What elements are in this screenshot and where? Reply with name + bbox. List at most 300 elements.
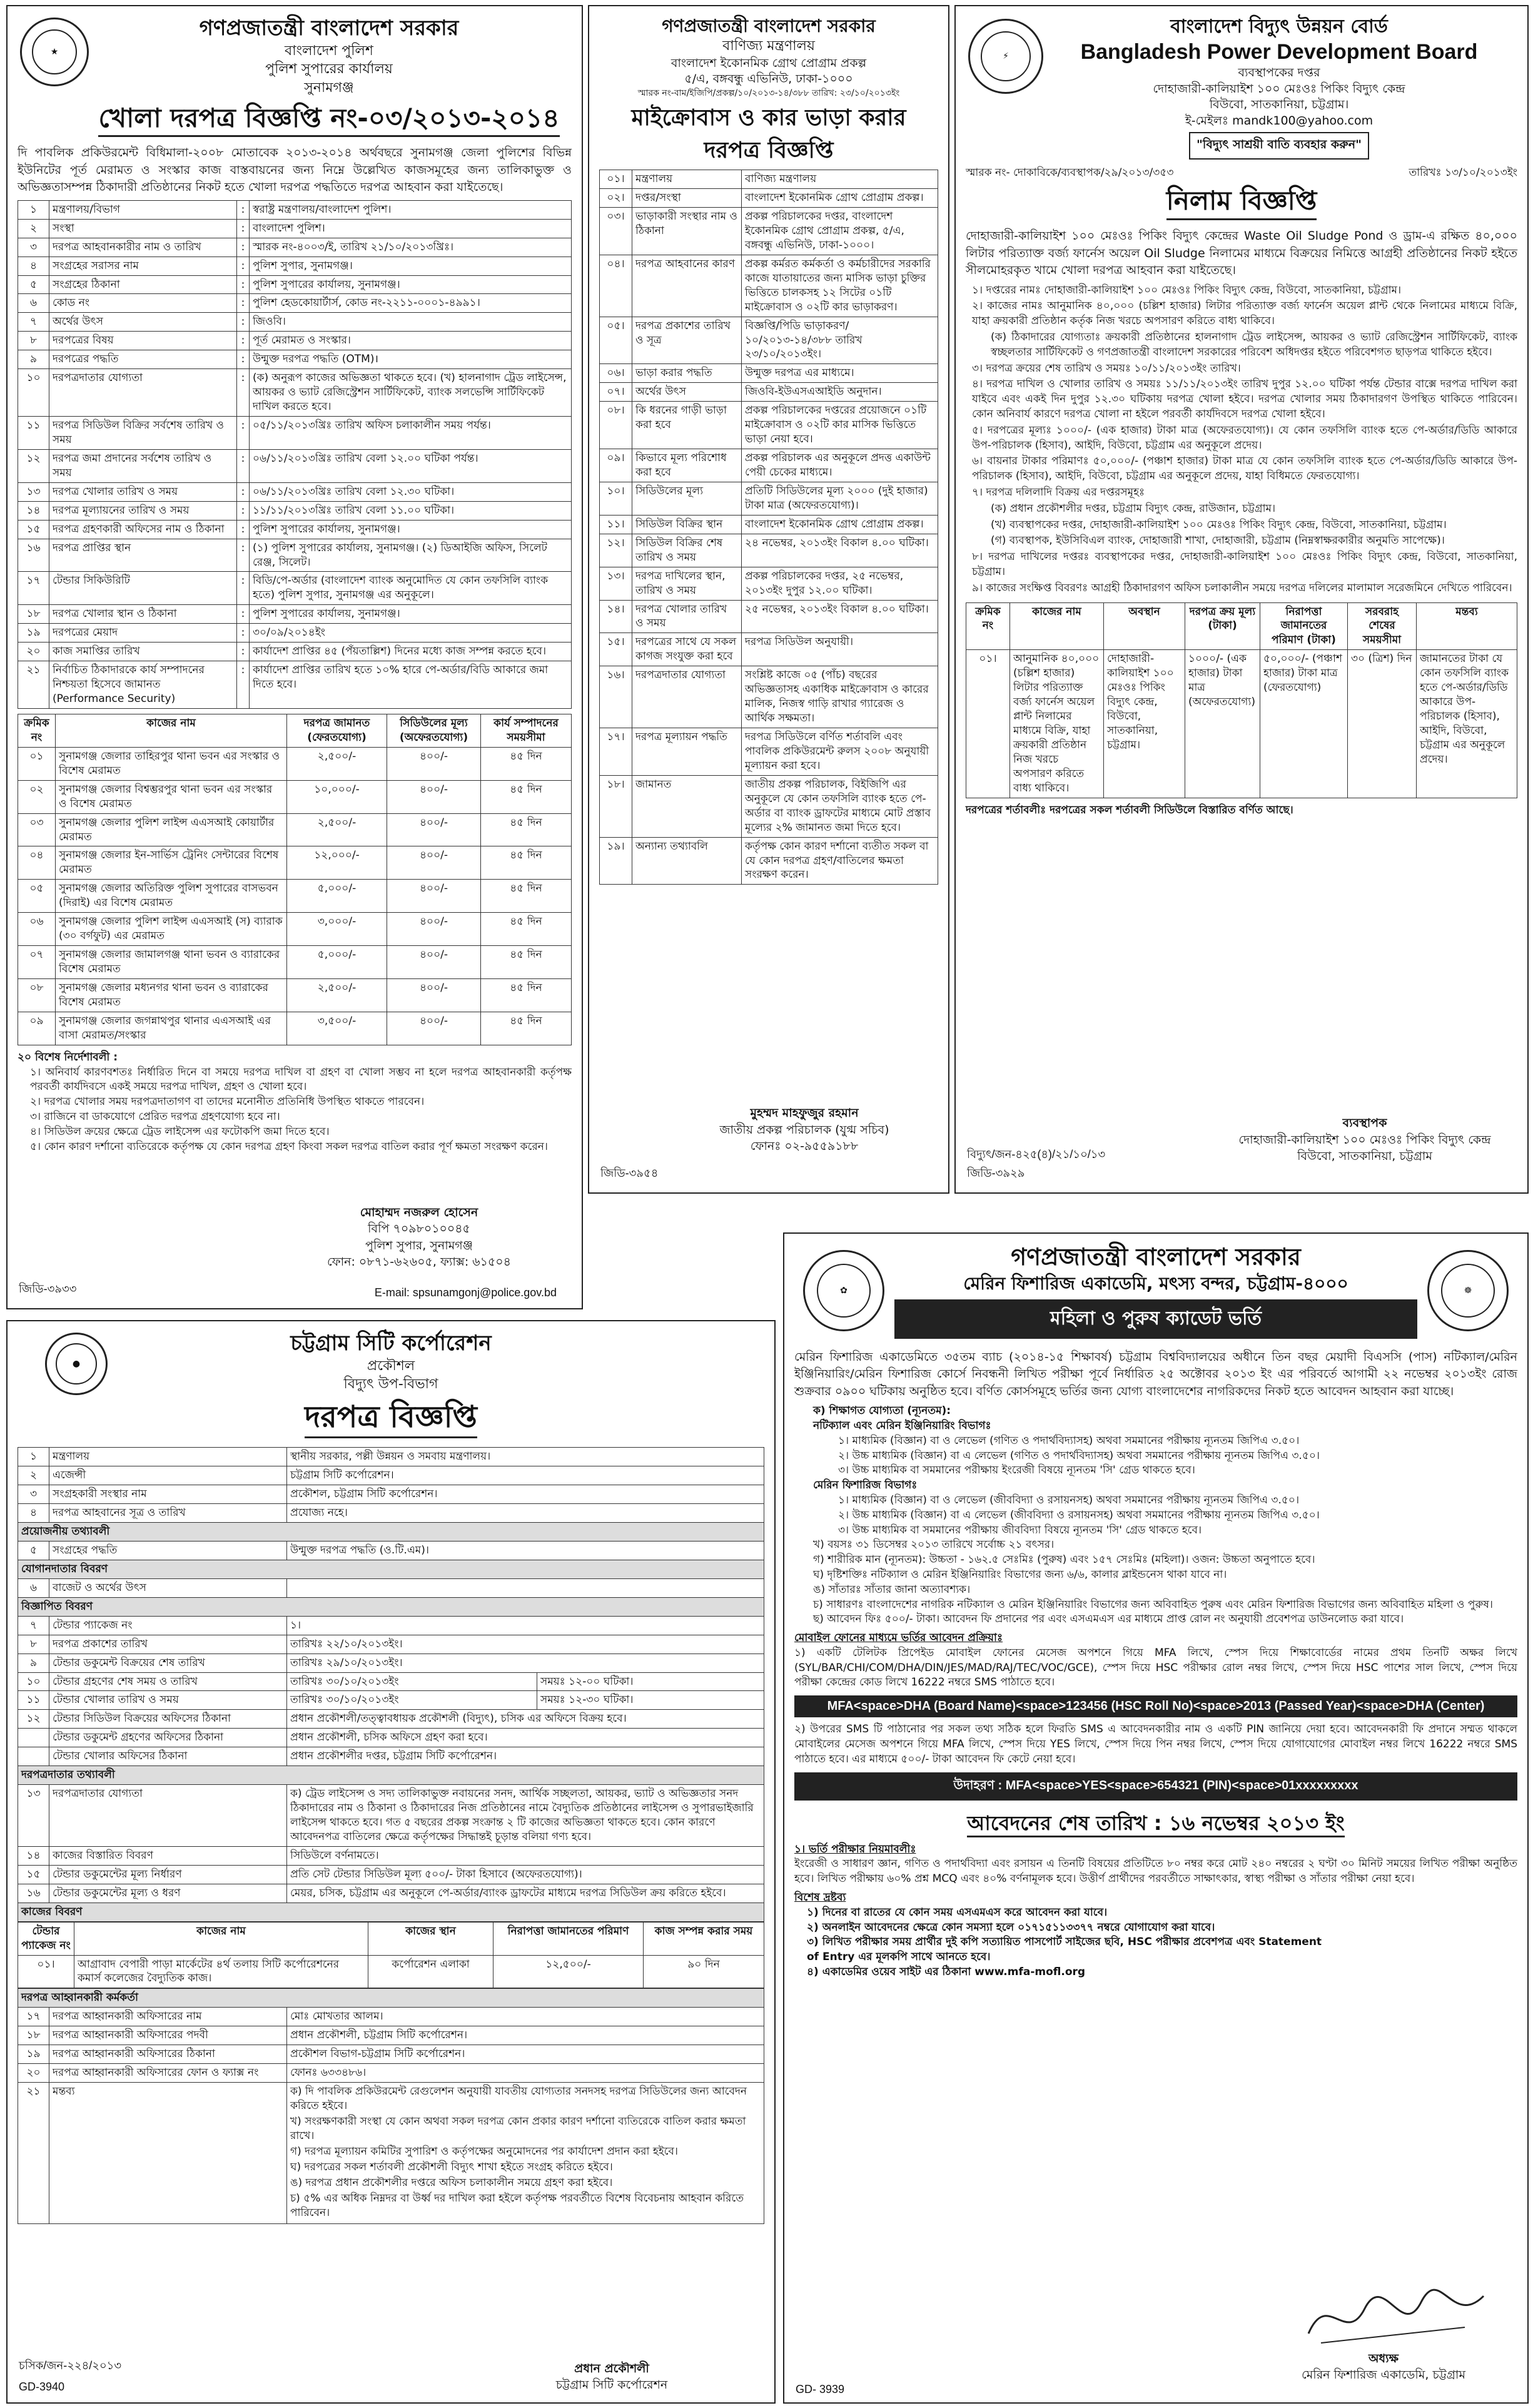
table-cell: সুনামগঞ্জ জেলার বিশ্বম্ভরপুর থানা ভবন এর সংস্কার ও বিশেষ মেরামত [56, 780, 287, 813]
table-cell: ১ [18, 1448, 49, 1466]
table-cell: ০৩ [18, 813, 56, 846]
ad5-signature-scribble [1302, 2284, 1490, 2352]
table-cell: তারিখঃ ৩০/১০/২০১৩ইং [287, 1672, 537, 1691]
table-cell: ৪০০/- [387, 780, 481, 813]
table-cell: মোঃ মোখতার আলম। [287, 2008, 764, 2026]
table-cell: প্রধান প্রকৌশলীর দপ্তর, চট্টগ্রাম সিটি কর্পোরেশন। [287, 1747, 764, 1766]
ad3-ref: স্মারক নং- দোকাবিকে/ব্যবস্থাপক/২৯/২০১৩/৩৫৩ [966, 166, 1174, 179]
table-row [600, 170, 938, 189]
ad3-email: ই-মেইলঃ mandk100@yahoo.com [1185, 113, 1374, 128]
table-cell: প্রধান প্রকৌশলী/তত্ত্বাবধায়ক প্রকৌশলী (বিদ্যুৎ), চসিক এর অফিসে বিক্রয় হবে। [287, 1710, 764, 1729]
table-cell: দরপত্র সিডিউল বিক্রির সর্বশেষ তারিখ ও সময় [49, 417, 237, 450]
table-cell: অন্যান্য তথ্যাবলি [632, 837, 742, 885]
list-item: গ) শারীরিক মান (ন্যূনতম): উচ্চতা - ১৬২.৫ সেঃমিঃ (পুরুষ) এবং ১৫৭ সেঃমিঃ (মহিলা)। ওজন: উচ্চতা অনুপাতে হবে। [813, 1553, 1315, 1567]
table-row [18, 219, 572, 238]
table-cell: ১৭। [600, 728, 632, 776]
list-item: ১। মাধ্যমিক (বিজ্ঞান) বা ও লেভেল (গণিত ও পদার্থবিদ্যাসহ) অথবা সমমানের পরীক্ষায় ন্যূনতম জিপিএ ৩.৫০। [838, 1434, 1300, 1447]
table-row [18, 880, 572, 913]
table-cell: ৪ [18, 1504, 49, 1523]
remark-item: ঘ) দরপত্রের সকল শর্তাবলী প্রকৌশলী বিদ্যুৎ শাখা হইতে সংগ্রহ করিতে হইবে। [290, 2160, 613, 2173]
table-cell: জিওবি। [250, 313, 572, 332]
ad3-gd: জিডি-৩৯২৯ [967, 1167, 1025, 1179]
table-cell: অর্থের উৎস [49, 313, 237, 332]
ad5-sections [794, 1404, 1517, 1627]
table-cell: ১১। [600, 515, 632, 534]
table-cell: প্রকল্প পরিচালকের দপ্তর, ২৫ নভেম্বর, ২০১৩ইং দুপুর ১২.০০ ঘটিকা। [742, 567, 938, 600]
table-cell: টেন্ডার ডকুমেন্ট বিক্রয়ের শেষ তারিখ [49, 1654, 287, 1672]
table-row [18, 2026, 764, 2045]
table-cell: আনুমানিক ৪০,০০০ (চল্লিশ হাজার) লিটার পরিত্যাক্ত বর্জ্য ফার্নেস অয়েল প্লান্ট নিলামের মাধ্যমে বিক্রি, যাহা ক্রয়কারী প্রতিষ্ঠান নিজ খরচে অপসারণ করিতে বাধ্য থাকিবে। [1010, 650, 1104, 798]
table-cell: দরপত্র আহবানকারীর নাম ও তারিখ [49, 238, 237, 257]
table-cell: : [237, 520, 250, 539]
column-header: কাজ সম্পন্ন করার সময় [644, 1922, 764, 1955]
table-row [600, 534, 938, 567]
ad1-intro: দি পাবলিক প্রকিউরমেন্ট বিধিমালা-২০০৮ মোতাবেক ২০১৩-২০১৪ অর্থবছরে সুনামগঞ্জ জেলা পুলিশের বিভিন্ন ইউনিটের পূর্ত মেরামত ও সংস্কার কাজ বাস্তবায়নের জন্য নিম্নে উল্লেখিত কাজসমূহের জন্য তালিকাভুক্ত ও অভিজ্ঞতাসম্পন্ন ঠিকাদারী প্রতিষ্ঠানের নিকট হতে খোলা দরপত্র পদ্ধতিতে দরপত্র আহবান করা যাইতেছে। [18, 146, 572, 195]
table-row [18, 2064, 764, 2083]
note-item: ২। দরপত্র খোলার সময় দরপত্রদাতাগণ বা তাদের মনোনীত প্রতিনিধি উপস্থিত থাকতে পারবেন। [30, 1095, 425, 1109]
section-header: কাজের বিবরণ [18, 1903, 764, 1921]
table-cell: ১৯ [18, 2045, 49, 2064]
table-cell: কার্যাদেশ প্রাপ্তির তারিখ হতে ১০% হারে পে-অর্ডার/বিডি আকারে জমা দিতে হবে। [250, 661, 572, 709]
table-cell: দরপত্র আহবানের কারণ [632, 255, 742, 317]
table-cell: ০৯ [18, 1012, 56, 1045]
ad1-sub1: বাংলাদেশ পুলিশ [285, 43, 373, 59]
table-cell: ৩০ (ত্রিশ) দিন [1348, 650, 1417, 798]
table-cell: প্রধান প্রকৌশলী, চসিক অফিসে গ্রহণ করা হবে। [287, 1729, 764, 1747]
table-row [600, 208, 938, 255]
table-cell: উন্মুক্ত দরপত্র পদ্ধতি (ও.টি.এম)। [287, 1541, 764, 1560]
table-cell: ১১ [18, 417, 49, 450]
ad5-deadline: আবেদনের শেষ তারিখ : ১৬ নভেম্বর ২০১৩ ইং [967, 1811, 1344, 1837]
table-cell: প্রযোজ্য নহে। [287, 1504, 764, 1523]
ad5-intro: মেরিন ফিশারিজ একাডেমিতে ৩৫তম ব্যাচ (২০১৪-১৫ শিক্ষাবর্ষ) চট্টগ্রাম বিশ্ববিদ্যালয়ের অধীনে তিন বছর মেয়াদী বিএসসি (পাস) নটিক্যাল/মেরিন ইঞ্জিনিয়ারিং/মেরিন ফিশারিজ কোর্সে নিবন্ধনী লিখিত পরীক্ষা পূর্বে নির্ধারিত ২৫ অক্টোবর ২০১৩ ইং এর পরিবর্তে আগামী ২২ নভেম্বর ২০১৩ইং রোজ শুক্রবার ০৯০০ ঘটিকায় অনুষ্ঠিত হবে। বর্ণিত কোর্সসমূহে ভর্তির জন্য যোগ্য বাংলাদেশের নাগরিকদের নিকট হতে আবেদন আহবান করা যাচ্ছে। [794, 1349, 1517, 1398]
ad-commerce-ministry [588, 5, 949, 1194]
table-cell: ৫,০০০/- [287, 946, 387, 979]
ad1-gd: জিডি-৩৯৩৩ [19, 1283, 77, 1295]
table-cell: পূর্ত মেরামত ও সংস্কার। [250, 332, 572, 350]
ad3-org-bn: বাংলাদেশ বিদ্যুৎ উন্নয়ন বোর্ড [1170, 16, 1388, 38]
table-cell: সুনামগঞ্জ জেলার পুলিশ লাইন্স এএসআই কোয়ার্টার মেরামত [56, 813, 287, 846]
table-row [600, 482, 938, 515]
section-row [18, 1903, 764, 1921]
table-cell: ৩,৫০০/- [287, 1012, 387, 1045]
table-cell: দরপত্র মূল্যায়নের তারিখ ও সময় [49, 501, 237, 520]
table-row [18, 1578, 764, 1597]
table-cell: টেন্ডার সিডিউল বিক্রয়ের অফিসের ঠিকানা [49, 1710, 287, 1729]
list-item: (খ) ব্যবস্থাপকের দপ্তর, দোহাজারী-কালিয়াইশ ১০০ মেঃওঃ পিকিং বিদ্যুৎ কেন্দ্র, বিউবো, সাতকানিয়া, চট্টগ্রাম। [991, 518, 1447, 531]
ad5-exam-title: ১। ভর্তি পরীক্ষার নিয়মাবলীঃ [794, 1842, 916, 1856]
table-cell: ৮ [18, 332, 49, 350]
ad5-sms-example-2 [794, 1772, 1517, 1801]
table-row [18, 2083, 764, 2223]
ad3-ref2: বিদ্যুৎ/জন-৪২৫(৪)/২১/১০/১৩ [967, 1148, 1106, 1161]
table-cell: দরপত্র আহ্বানকারী অফিসারের ঠিকানা [49, 2045, 287, 2064]
table-cell: : [237, 572, 250, 605]
ad1-sig-phone: ফোন: ০৮৭১-৬২৬০৫, ফ্যাক্স: ৬১৫০৪ [327, 1255, 511, 1269]
ad2-sub2: বাংলাদেশ ইকোনমিক গ্রোথ প্রোগ্রাম প্রকল্প [670, 56, 867, 70]
ad-marine-fisheries-academy [783, 1232, 1529, 2404]
table-cell: ১২। [600, 534, 632, 567]
ad1-notes-title: ২০ বিশেষ নির্দেশাবলী : [18, 1050, 118, 1064]
table-cell: ১৮। [600, 775, 632, 837]
table-row [600, 364, 938, 383]
table-cell: উন্মুক্ত দরপত্র এর মাধ্যমে। [742, 364, 938, 383]
ad4-table [18, 1447, 764, 1921]
table-row [600, 189, 938, 208]
table-row [18, 780, 572, 813]
table-cell: ০৮। [600, 402, 632, 449]
table-cell: : [237, 257, 250, 275]
table-cell: সংগ্রহকারী সংস্থার নাম [49, 1485, 287, 1504]
ad4-table-2 [18, 1988, 764, 2223]
ad4-sub2: বিদ্যুৎ উপ-বিভাগ [343, 1376, 438, 1393]
table-cell: ১২,০০০/- [287, 846, 387, 880]
table-cell: মন্ত্রণালয় [49, 1448, 287, 1466]
table-cell: প্রকল্প কর্মরত কর্মকর্তা ও কর্মচারীদের সরকারি কাজে যাতায়াতের জন্য মাসিক ভাড়া চুক্তির ভিত্তিতে চালকসহ ১২ সিটের ০১টি মাইক্রোবাস ও ০২টি কার ভাড়াকরণ। [742, 255, 938, 317]
table-cell: ১২ [18, 1710, 49, 1729]
table-cell: ০৪। [600, 255, 632, 317]
table-row [18, 1012, 572, 1045]
ad3-slogan: "বিদ্যুৎ সাশ্রয়ী বাতি ব্যবহার করুন" [1189, 132, 1369, 160]
table-cell: সুনামগঞ্জ জেলার মধ্যনগর থানা ভবন ও ব্যারাকের বিশেষ মেরামত [56, 978, 287, 1012]
table-cell: নির্বাচিত ঠিকাদারকে কার্য সম্পাদনের নিশ্চয়তা হিসেবে জামানত (Performance Security) [49, 661, 237, 709]
table-cell: বাংলাদেশ ইকোনমিক গ্রোথ প্রোগ্রাম প্রকল্প। [742, 515, 938, 534]
table-cell: কর্তৃপক্ষ কোন কারণ দর্শানো ব্যতীত সকল বা যে কোন দরপত্র গ্রহণ/বাতিলের ক্ষমতা সংরক্ষণ করেন। [742, 837, 938, 885]
table-cell: ৪৫ দিন [481, 747, 572, 780]
table-cell: কর্পোরেশন এলাকা [368, 1955, 493, 1988]
table-cell: ১০০০/- (এক হাজার) টাকা মাত্র (অফেরতযোগ্য) [1185, 650, 1260, 798]
table-cell: কাজের বিস্তারিত বিবরণ [49, 1846, 287, 1865]
table-cell: সংগ্রহের সরাসর নাম [49, 257, 237, 275]
ad5-gd: GD- 3939 [796, 2383, 845, 2395]
table-cell: দরপত্র আহ্বানকারী অফিসারের পদবী [49, 2026, 287, 2045]
table-cell: ২,৫০০/- [287, 978, 387, 1012]
table-row [600, 449, 938, 482]
list-item: ৮। দরপত্র দাখিলের দপ্তরঃ ব্যবস্থাপকের দপ্তর, দোহাজারী-কালিয়াইশ ১০০ মেঃওঃ পিকিং বিদ্যুৎ কেন্দ্র, বিউবো, সাতকানিয়া, চট্টগ্রাম। [972, 551, 1517, 578]
table-cell: দরপত্রের পদ্ধতি [49, 350, 237, 369]
ad1-signature [281, 1204, 557, 1271]
table-cell: জামানত [632, 775, 742, 837]
table-cell: ০৭ [18, 946, 56, 979]
list-item: ৩। উচ্চ মাধ্যমিক বা সমমানের পরীক্ষায় ইংরেজী বিষয়ে ন্যূনতম 'সি' গ্রেড থাকতে হবে। [838, 1464, 1195, 1477]
table-row [18, 1466, 764, 1485]
section-row [18, 1560, 764, 1578]
ad2-sig-phone: ফোনঃ ০২-৯৫৫৯১৮৮ [750, 1139, 859, 1154]
section-row [18, 1989, 764, 2008]
ad2-sub1: বাণিজ্য মন্ত্রণালয় [722, 38, 815, 54]
ad5-mobile-text2: ২) উপরের SMS টি পাঠানোর পর সকল তথ্য সঠিক হলে ফিরতি SMS এ আবেদনকারীর নাম ও একটি PIN জানিয়ে দেয়া হবে। আবেদনকারী ফি প্রদানে সম্মত থাকলে মোবাইলের মেসেজ অপশনে গিয়ে MFA লিখে, স্পেস দিয়ে YES লিখে, স্পেস দিয়ে পিন নম্বর লিখে, স্পেস দিয়ে যোগাযোগের মোবাইল নম্বর লিখে 16222 নম্বরে SMS পাঠাতে হবে। এর মাধ্যমে ৫০০/- টাকা আবেদন ফি কেটে নেয়া হবে। [794, 1723, 1517, 1765]
table-cell: ১৩ [18, 482, 49, 501]
table-cell: ৪৫ দিন [481, 846, 572, 880]
ad1-info-table [18, 200, 572, 709]
table-row [18, 913, 572, 946]
table-cell: ৪০০/- [387, 813, 481, 846]
table-row [18, 2008, 764, 2026]
table-cell: ০৩। [600, 208, 632, 255]
table-row [18, 350, 572, 369]
table-row [18, 275, 572, 294]
ad2-heading1: মাইক্রোবাস ও কার ভাড়া করার [631, 104, 906, 131]
table-cell: ৩ [18, 238, 49, 257]
table-cell: ১৯। [600, 837, 632, 885]
table-row [18, 501, 572, 520]
table-row [18, 605, 572, 624]
table-cell: কার্যাদেশ প্রাপ্তির ৪৫ (পঁয়তাল্লিশ) দিনের মধ্যে কাজ সম্পন্ন করতে হবে। [250, 643, 572, 661]
table-cell: ৪০০/- [387, 946, 481, 979]
table-cell: ০৫/১১/২০১৩খ্রিঃ তারিখ অফিস চলাকালীন সময় পর্যন্ত। [250, 417, 572, 450]
ad2-header [599, 15, 938, 166]
ad1-email: E-mail: spsunamgonj@police.gov.bd [374, 1286, 557, 1299]
table-row [18, 238, 572, 257]
table-row [18, 520, 572, 539]
bangladesh-govt-emblem: ✿ [803, 1250, 884, 1331]
table-cell: টেন্ডার সিকিউরিটি [49, 572, 237, 605]
table-cell: ১ [18, 200, 49, 219]
table-cell: ফোনঃ ৬৩৩৪৮৬। [287, 2064, 764, 2083]
column-header: কার্য সম্পাদনের সময়সীমা [481, 714, 572, 747]
table-cell: ০২ [18, 780, 56, 813]
ad1-sub3: সুনামগঞ্জ [304, 79, 354, 96]
table-cell: ২১ [18, 2083, 49, 2223]
list-item: ১। মাধ্যমিক (বিজ্ঞান) বা ও লেভেল (জীববিদ্যা ও রসায়নসহ) অথবা সমমানের পরীক্ষায় ন্যূনতম জিপিএ ৩.৫০। [838, 1493, 1300, 1506]
table-cell: বাণিজ্য মন্ত্রণালয় [742, 170, 938, 189]
table-cell: ৪৫ দিন [481, 1012, 572, 1045]
column-header: মন্তব্য [1417, 602, 1517, 650]
table-cell: ১৪ [18, 1846, 49, 1865]
table-cell: সিডিউল বিক্রির স্থান [632, 515, 742, 534]
ad2-heading2: দরপত্র বিজ্ঞপ্তি [704, 138, 834, 164]
table-cell: দরপত্র আহবানের সূত্র ও তারিখ [49, 1504, 287, 1523]
ad4-works-table [18, 1922, 764, 1989]
table-cell: ৪০০/- [387, 978, 481, 1012]
table-cell: ২০ [18, 643, 49, 661]
table-cell: ০১ [18, 747, 56, 780]
table-cell: প্রকল্প পরিচালকের দপ্তর, বাংলাদেশ ইকোনমিক গ্রোথ প্রোগ্রাম প্রকল্প, ৫/এ, বঙ্গবন্ধু এভিনিউ, ঢাকা-১০০০। [742, 208, 938, 255]
table-cell: ১৮ [18, 605, 49, 624]
table-cell: টেন্ডার ডকুমেন্ট গ্রহণের অফিসের ঠিকানা [49, 1729, 287, 1747]
table-cell: ভাড়াকারী সংস্থার নাম ও ঠিকানা [632, 208, 742, 255]
list-item: নটিক্যাল এবং মেরিন ইঞ্জিনিয়ারিং বিভাগঃ [813, 1419, 991, 1432]
table-cell: ৪০০/- [387, 747, 481, 780]
table-row [600, 775, 938, 837]
ad2-ref: স্মারক নং-বাম/ইজিপি/প্রকল্প/১০/২০১৩-১৪/৩৮৮ তারিখ: ২৩/১০/২০১৩ইং [637, 88, 900, 98]
table-cell: ৪০০/- [387, 1012, 481, 1045]
table-row [18, 417, 572, 450]
ad3-header [966, 15, 1517, 160]
table-cell: চট্টগ্রাম সিটি কর্পোরেশন। [287, 1466, 764, 1485]
table-cell: দরপত্র গ্রহণকারী অফিসের নাম ও ঠিকানা [49, 520, 237, 539]
table-cell: ৪০০/- [387, 880, 481, 913]
ad5-header [794, 1242, 1517, 1339]
table-cell: ৪০০/- [387, 846, 481, 880]
table-cell: ৫ [18, 275, 49, 294]
table-cell: টেন্ডার খোলার তারিখ ও সময় [49, 1691, 287, 1710]
table-cell: প্রকৌশল বিভাগ-চট্টগ্রাম সিটি কর্পোরেশন। [287, 2045, 764, 2064]
table-row [18, 661, 572, 709]
remark-item: ক) দি পাবলিক প্রকিউরমেন্ট রেগুলেশন অনুযায়ী যাবতীয় যোগ্যতার সনদসহ দরপত্র সিডিউলের জন্য আবেদন করিতে হইবে। [290, 2085, 747, 2113]
table-cell: দরপত্র সিডিউল অনুযায়ী। [742, 633, 938, 666]
ad5-sig-org: মেরিন ফিশারিজ একাডেমি, চট্টগ্রাম [1302, 2368, 1465, 2382]
table-cell: ০৫ [18, 880, 56, 913]
table-cell: ৯ [18, 1654, 49, 1672]
table-cell: ৪৫ দিন [481, 780, 572, 813]
table-cell: সুনামগঞ্জ জেলার অতিরিক্ত পুলিশ সুপারের বাসভবন (দিরাই) এর বিশেষ মেরামত [56, 880, 287, 913]
list-item: ৪। দরপত্র দাখিল ও খোলার তারিখ ও সময়ঃ ১১/১১/২০১৩ইং তারিখ দুপুর ১২.০০ ঘটিকা পর্যন্ত টেন্ডার বাক্সে দরপত্র দাখিল করা যাইবে এবং একই দিন দুপুর ১২.৩০ ঘটিকায় দরপত্র খোলা হইবে। দরপত্র খোলার সময় ঠিকাদারগণ উপস্থিত থাকিতে পারিবেন। কোন অনিবার্য কারণে দরপত্র খোলা না হইলে পরবর্তী কার্যদিবসে দরপত্র খোলা হইবে। [972, 378, 1517, 420]
table-row [18, 643, 572, 661]
table-cell: ক) ট্রেড লাইসেন্স ও সদ্য তালিকাভুক্ত নবায়নের সনদ, আর্থিক সচ্ছলতা, আয়কর, ভ্যাট ও অভিজ্ঞতার সনদ ঠিকাদারের নাম ও ঠিকানা ও ঠিকাদারের নিজ প্রতিষ্ঠানের নামে বৈদ্যুতিক প্রতিষ্ঠানের লাইসেন্স ও সুপারভাইজারি লাইসেন্স থাকতে হবে। গত ৫ বছরের প্রকল্প সংক্রান্ত ২ টি কাজের অভিজ্ঞতা থাকতে হবে। কোন কারণে আবেদনপত্র বাতিলের ক্ষেত্রে কর্তৃপক্ষের সিদ্ধান্তই চূড়ান্ত বলিয়া গণ্য হবে। [287, 1785, 764, 1847]
table-cell: টেন্ডার গ্রহণের শেষ সময় ও তারিখ [49, 1672, 287, 1691]
table-cell: ০৮ [18, 978, 56, 1012]
table-row [18, 747, 572, 780]
table-cell: ১৫। [600, 633, 632, 666]
table-cell: ১০। [600, 482, 632, 515]
table-cell: সুনামগঞ্জ জেলার তাহিরপুর থানা ভবন এর সংস্কার ও বিশেষ মেরামত [56, 747, 287, 780]
column-header: ক্রমিক নং [966, 602, 1010, 650]
table-cell: দরপত্রদাতার যোগ্যতা [632, 666, 742, 728]
ad3-ref-row [966, 166, 1517, 181]
ad4-sig-org: চট্টগ্রাম সিটি কর্পোরেশন [555, 2378, 668, 2392]
table-cell: সিডিউলের মূল্য [632, 482, 742, 515]
table-cell: ২ [18, 1466, 49, 1485]
table-cell: : [237, 417, 250, 450]
table-row [18, 813, 572, 846]
table-cell: ১০,০০০/- [287, 780, 387, 813]
ad1-works-table [18, 714, 572, 1045]
table-cell [287, 1578, 764, 1597]
ad1-sig-name: মোহাম্মদ নজরুল হোসেন [360, 1205, 478, 1219]
table-row [600, 515, 938, 534]
table-cell: আগ্রাবাদ বেপারী পাড়া মার্কেটের ৪র্থ তলায় সিটি কর্পোরেশনের কমার্স কলেজের বৈদ্যুতিক কাজ। [74, 1955, 368, 1988]
table-row [18, 539, 572, 572]
table-cell: দরপত্র মূল্যায়ন পদ্ধতি [632, 728, 742, 776]
list-item: ক) শিক্ষাগত যোগ্যতা (ন্যূনতম): [813, 1405, 951, 1418]
table-cell: প্রধান প্রকৌশলী, চট্টগ্রাম সিটি কর্পোরেশন। [287, 2026, 764, 2045]
table-cell: পুলিশ হেডকোয়ার্টার্স, কোড নং-২২১১-০০০১-৪৯৯১। [250, 294, 572, 313]
table-row [18, 1710, 764, 1729]
ad3-sig-loc: বিউবো, সাতকানিয়া, চট্টগ্রাম [1297, 1149, 1432, 1164]
ad5-special-title: বিশেষ দ্রষ্টব্য [794, 1891, 846, 1904]
table-cell: ৭ [18, 313, 49, 332]
table-cell: দরপত্রদাতার যোগ্যতা [49, 1785, 287, 1847]
table-cell: ১৩। [600, 567, 632, 600]
table-cell: ০৬ [18, 913, 56, 946]
table-cell: সিডিউলে বর্ণনামতে। [287, 1846, 764, 1865]
table-cell: কি ধরনের গাড়ী ভাড়া করা হবে [632, 402, 742, 449]
table-row [18, 1785, 764, 1847]
table-cell: স্বরাষ্ট্র মন্ত্রণালয়/বাংলাদেশ পুলিশ। [250, 200, 572, 219]
column-header: নিরাপত্তা জামানতের পরিমাণ (টাকা) [1260, 602, 1348, 650]
table-cell: ৪৫ দিন [481, 946, 572, 979]
ad5-sms2: MFA<space>YES<space>654321 (PIN)<space>01xxxxxxxxx [1005, 1778, 1358, 1792]
ad4-gd: GD-3940 [19, 2380, 65, 2393]
ccc-logo: ● [45, 1333, 108, 1395]
list-item: মেরিন ফিশারিজ বিভাগঃ [813, 1479, 918, 1492]
table-row [18, 846, 572, 880]
table-cell: ৪০০/- [387, 913, 481, 946]
table-cell: পুলিশ সুপারের কার্যালয়, সুনামগঞ্জ। [250, 605, 572, 624]
table-cell: সংগ্রহের ঠিকানা [49, 275, 237, 294]
table-row [18, 946, 572, 979]
section-row [18, 1597, 764, 1616]
table-cell: জামানতের টাকা যে কোন তফসিলি ব্যাংক হতে পে-অর্ডার/ডিডি আকারে উপ-পরিচালক (হিসাব), আইদি, বিউবো, চট্টগ্রাম এর অনুকূলে প্রদেয়। [1417, 650, 1517, 798]
ad3-date: তারিখঃ ১৩/১০/২০১৩ইং [1409, 166, 1517, 179]
table-cell: ১০ [18, 369, 49, 417]
table-cell: (ক) অনুরূপ কাজের অভিজ্ঞতা থাকতে হবে। (খ) হালনাগাদ ট্রেড লাইসেন্স, আয়কর ও ভ্যাট রেজিস্ট্রেশন সার্টিফিকেট, ব্যাংক সলভেন্সি সার্টিফিকেট দাখিল করতে হবে। [250, 369, 572, 417]
table-row [600, 633, 938, 666]
table-cell: ২৫ নভেম্বর, ২০১৩ইং বিকাল ৪.০০ ঘটিকা। [742, 600, 938, 633]
table-cell: ০৬/১১/২০১৩খ্রিঃ তারিখ বেলা ১২.০০ ঘটিকা পর্যন্ত। [250, 449, 572, 482]
ad1-header [18, 15, 572, 141]
table-cell: বিডি/পে-অর্ডার (বাংলাদেশ ব্যাংক অনুমোদিত যে কোন তফসিলি ব্যাংক হতে) পুলিশ সুপার, সুনামগঞ্জ এর অনুকূলে। [250, 572, 572, 605]
table-cell: : [237, 275, 250, 294]
table-cell: ২,৫০০/- [287, 813, 387, 846]
table-cell: : [237, 605, 250, 624]
ad3-sub2: দোহাজারী-কালিয়াইশ ১০০ মেঃওঃ পিকিং বিদ্যুৎ কেন্দ্র [1153, 81, 1405, 96]
table-cell: ৮ [18, 1635, 49, 1654]
table-cell: ১। [287, 1616, 764, 1635]
ad5-signature [1265, 2350, 1502, 2384]
note-item: ৩। রাজিনে বা ডাকযোগে প্রেরিত দরপত্র গ্রহণযোগ্য হবে না। [30, 1110, 280, 1123]
table-cell: : [237, 332, 250, 350]
table-row [18, 572, 572, 605]
table-row [18, 1541, 764, 1560]
ad4-sig-title: প্রধান প্রকৌশলী [574, 2361, 649, 2375]
ad1-sig-bp: বিপি ৭০৯৮০১০০৪৫ [368, 1222, 470, 1236]
remark-item: গ) দরপত্র মূল্যায়ন কমিটির সুপারিশ ও কর্তৃপক্ষের অনুমোদনের পর কার্যাদেশ প্রদান করা হইবে। [290, 2145, 678, 2158]
ad5-mobile-title: মোবাইল ফোনের মাধ্যমে ভর্তির আবেদন প্রক্রিয়াঃ [794, 1632, 1003, 1645]
table-cell: ০৪ [18, 846, 56, 880]
table-cell: কাজ সমাপ্তির তারিখ [49, 643, 237, 661]
table-cell: ৭ [18, 1616, 49, 1635]
list-item: ৩) লিখিত পরীক্ষার সময় প্রার্থীর দুই কপি সত্যায়িত পাসপোর্ট সাইজের ছবি, HSC পরীক্ষার প্রবেশপত্র এবং Statement of Entry এর মূলকপি সাথে আনতে হবে। [807, 1936, 1322, 1964]
remarks-cell [287, 2083, 764, 2223]
table-row [18, 1448, 764, 1466]
table-row [18, 1691, 764, 1710]
ad5-exam-text: ইংরেজী ও সাধারণ জ্ঞান, গণিত ও পদার্থবিদ্যা এবং রসায়ন এ তিনটি বিষয়ের প্রতিটিতে ৮০ নম্বর করে মোট ২৪০ নম্বরের ২ ঘণ্টা ৩০ মিনিট সময়ের লিখিত পরীক্ষা অনুষ্ঠিত হবে। লিখিত পরীক্ষায় ৬০% প্রশ্ন MCQ এবং ৪০% বর্ণনামূলক হবে। উত্তীর্ণ প্রার্থীদের পরবর্তীতে সাক্ষাৎকার, স্বাস্থ্য পরীক্ষা ও সাঁতার পরীক্ষা নেয়া হবে। [794, 1857, 1517, 1886]
list-item: ঘ) দৃষ্টিশক্তিঃ নটিক্যাল ও মেরিন ইঞ্জিনিয়ারিং বিভাগের জন্য ৬/৬, কালার ব্লাইন্ডনেস থাকা যাবে না। [813, 1568, 1227, 1581]
column-header: কাজের নাম [74, 1922, 368, 1955]
ad3-org-en: Bangladesh Power Development Board [1080, 39, 1478, 64]
table-cell: ১১ [18, 1691, 49, 1710]
table-cell: প্রকল্প পরিচালক এর অনুকূলে প্রদত্ত একাউন্ট পেয়ী চেকের মাধ্যমে। [742, 449, 938, 482]
table-row [600, 402, 938, 449]
column-header: ক্রমিক নং [18, 714, 56, 747]
list-item: খ) বয়সঃ ৩১ ডিসেম্বর ২০১৩ তারিখে সর্বোচ্চ ২১ বৎসর। [813, 1538, 1055, 1552]
list-item: ৬। বায়নার টাকার পরিমাণঃ ৫০,০০০/- (পঞ্চাশ হাজার) টাকা মাত্র যে কোন তফসিলি ব্যাংক হতে পে-অর্ডার/ডিডি আকারে উপ-পরিচালক (হিসাব), আইদি, বিউবো, চট্টগ্রাম এর অনুকূলে প্রদেয়, যাহা বিধিমতে ফেরতযোগ্য। [972, 455, 1517, 483]
table-cell: ৩ [18, 1485, 49, 1504]
table-cell: তারিখঃ ৩০/১০/২০১৩ইং [287, 1691, 537, 1710]
table-cell: : [237, 313, 250, 332]
table-row [18, 313, 572, 332]
table-row [600, 728, 938, 776]
ad2-info-table [599, 170, 938, 885]
table-cell: ৪৫ দিন [481, 813, 572, 846]
table-cell: ১৭ [18, 572, 49, 605]
list-item: ৭। দরপত্র দলিলাদি বিক্রয় এর দপ্তরসমূহঃ [972, 485, 1145, 499]
list-item: ১। দপ্তরের নামঃ দোহাজারী-কালিয়াইশ ১০০ মেঃওঃ পিকিং বিদ্যুৎ কেন্দ্র, বিউবো, সাতকানিয়া, চট্টগ্রাম। [972, 283, 1402, 297]
table-cell: ০১। [18, 1955, 74, 1988]
ad5-sms-example: MFA<space>DHA (Board Name)<space>123456 (HSC Roll No)<space>2013 (Passed Year)<space>DHA (Center) [794, 1695, 1517, 1717]
table-cell: মন্ত্রণালয় [632, 170, 742, 189]
table-cell: দপ্তর/সংস্থা [632, 189, 742, 208]
table-cell: দরপত্রের বিষয় [49, 332, 237, 350]
table-cell: সুনামগঞ্জ জেলার ইন-সার্ভিস ট্রেনিং সেন্টারের বিশেষ মেরামত [56, 846, 287, 880]
table-cell: বাজেট ও অর্থের উৎস [49, 1578, 287, 1597]
section-header: প্রয়োজনীয় তথ্যাবলী [18, 1523, 764, 1542]
table-row [18, 1485, 764, 1504]
table-cell: ০৭। [600, 383, 632, 402]
table-row [18, 2045, 764, 2064]
